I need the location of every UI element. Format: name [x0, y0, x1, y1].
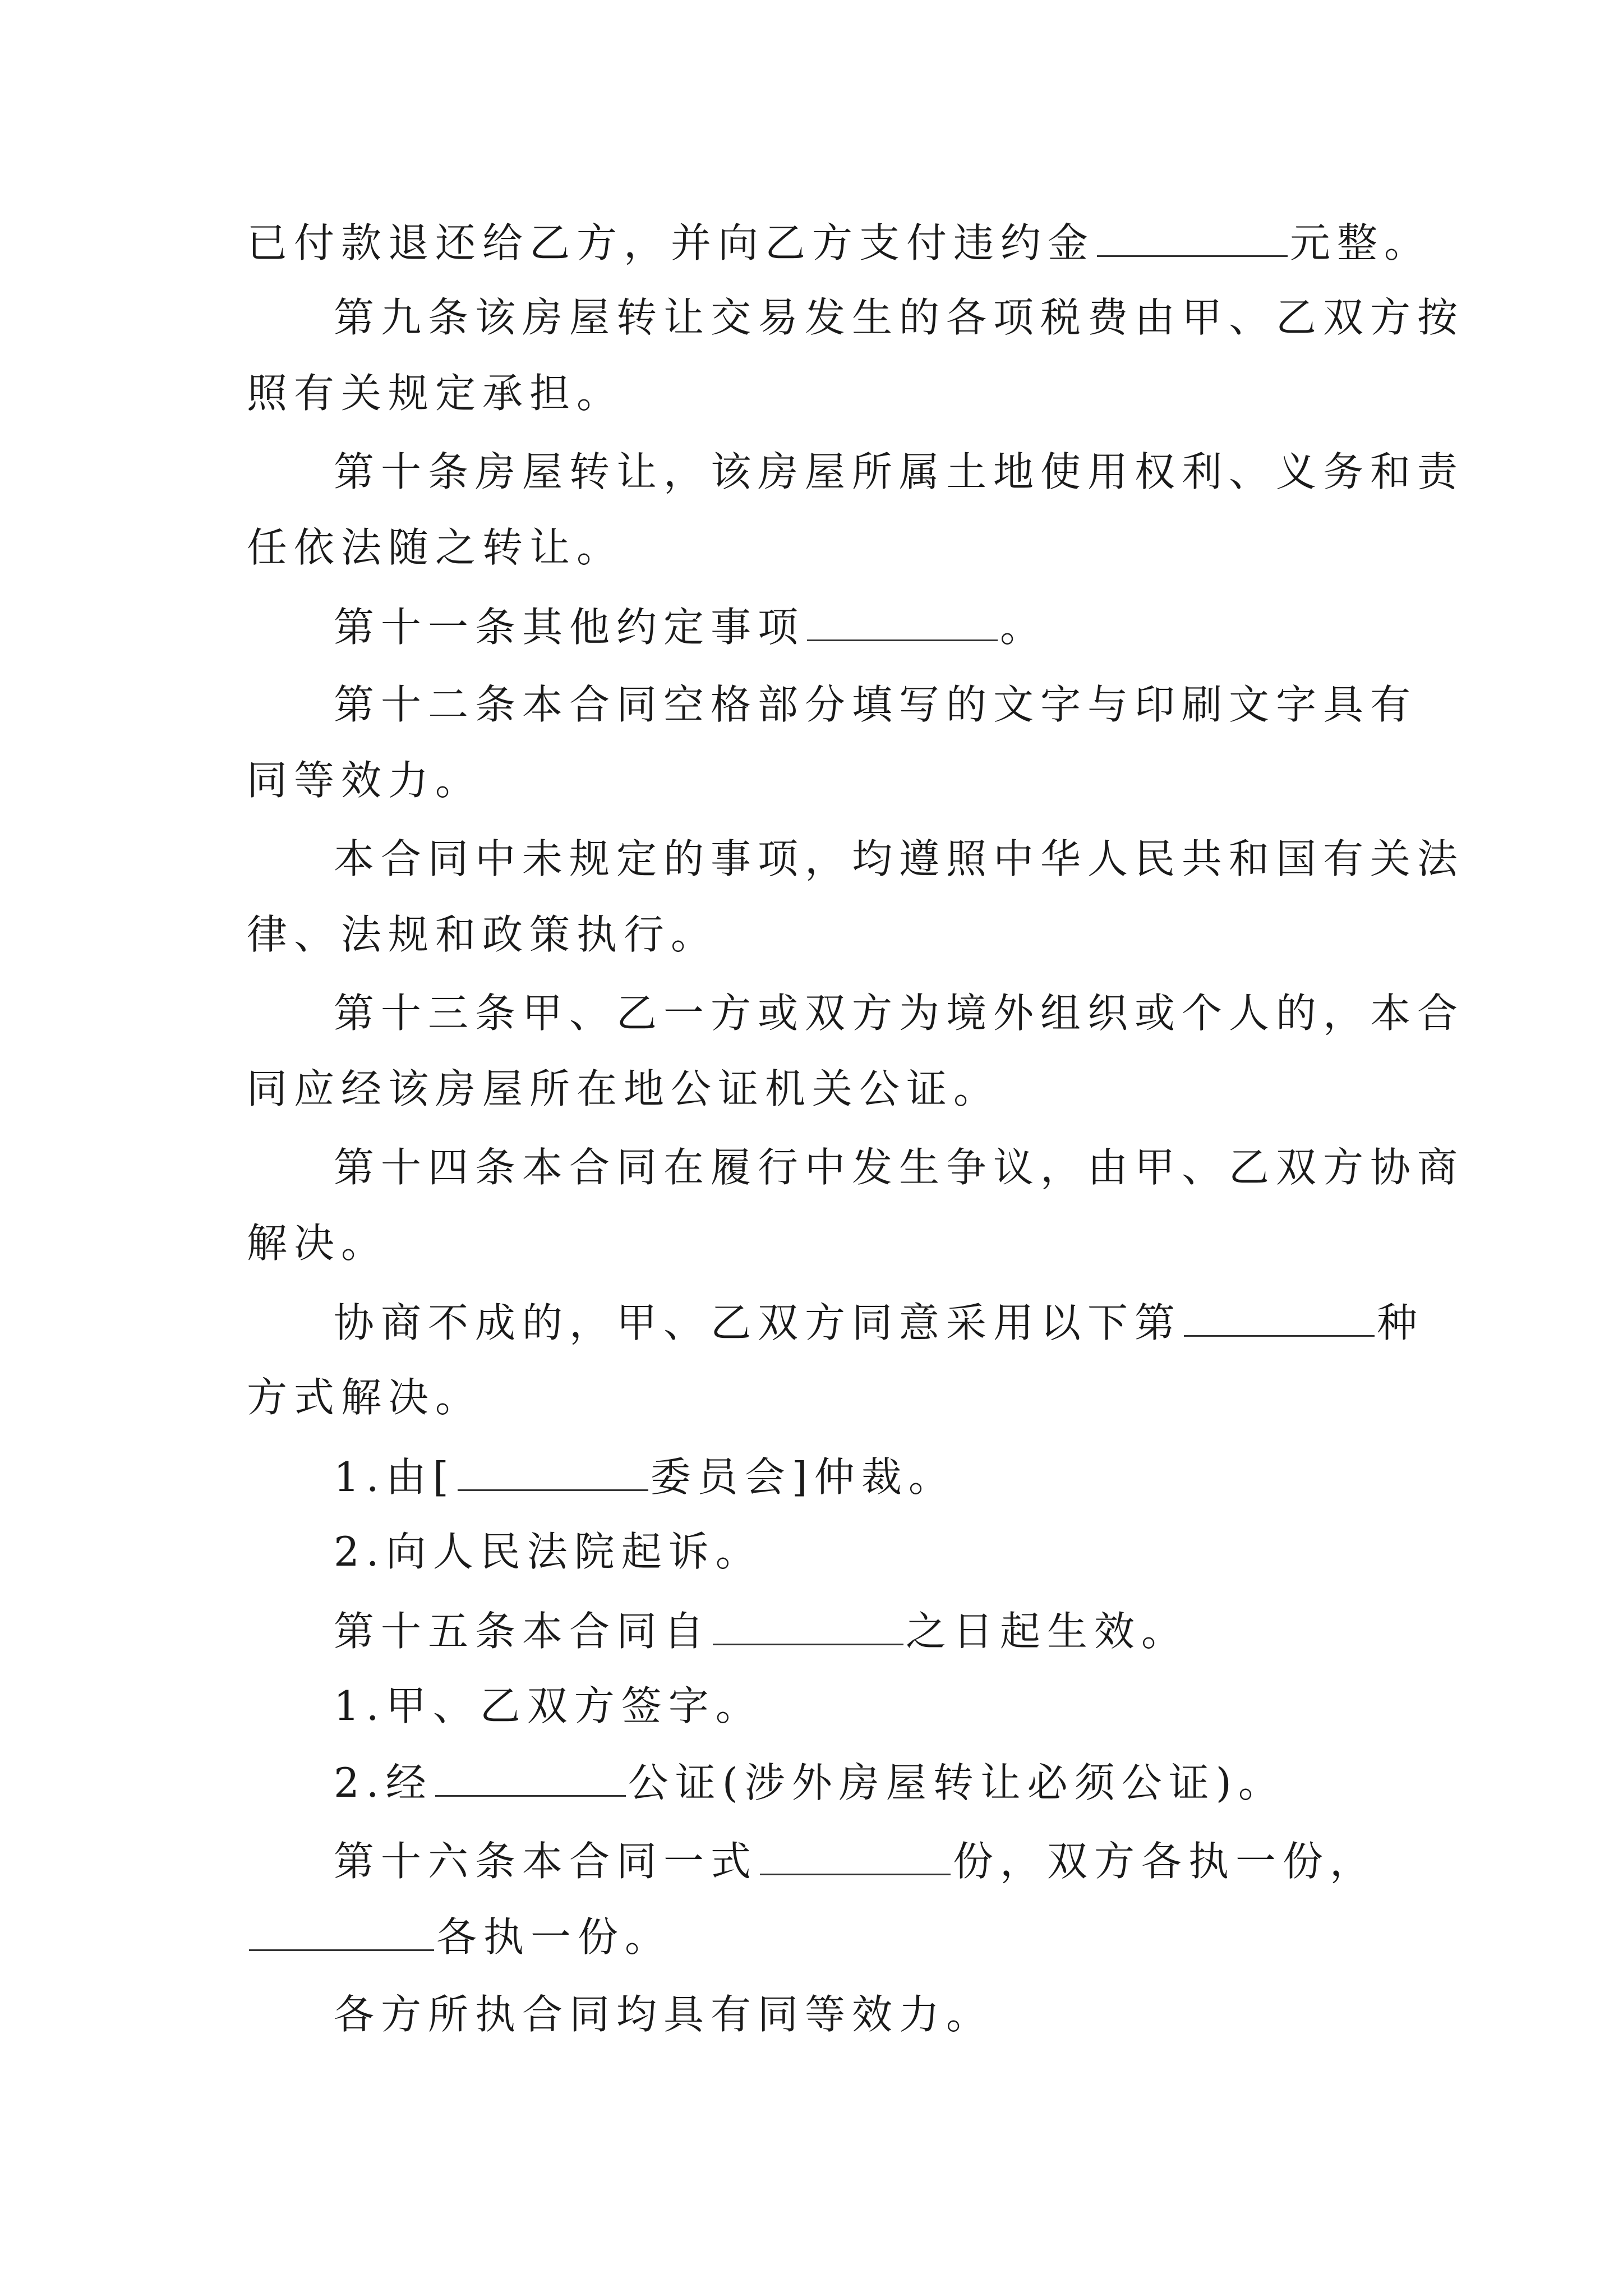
text-segment: 份，双方各执一份， [953, 1838, 1377, 1885]
clause-16-line-2 [247, 1913, 1385, 1961]
text-line-1 [247, 219, 1432, 266]
text-segment: 同应经该房屋所在地公证机关公证。 [247, 1065, 1001, 1112]
text-segment: 1.甲、乙双方签字。 [334, 1682, 763, 1729]
closing-line [334, 1991, 1472, 2038]
text-segment: 方式解决。 [247, 1374, 483, 1421]
text-segment: 第十四条本合同在履行中发生争议，由甲、乙双方协商 [334, 1144, 1465, 1191]
clause-13-line-1 [334, 990, 1472, 1037]
fill-in-blank [1097, 222, 1288, 257]
text-segment: 第十五条本合同自 [334, 1608, 711, 1655]
text-segment: 1.由[ [334, 1453, 455, 1501]
clause-9-line-2 [247, 370, 1385, 417]
clause-16-line-1 [334, 1838, 1472, 1885]
text-segment: 2.经 [334, 1759, 433, 1806]
text-segment: 第十三条甲、乙一方或双方为境外组织或个人的，本合 [334, 990, 1465, 1037]
clause-14-line-1 [334, 1144, 1472, 1191]
text-segment: 第十一条其他约定事项 [334, 604, 805, 651]
text-segment: 第十二条本合同空格部分填写的文字与印刷文字具有 [334, 681, 1418, 728]
text-segment: 协商不成的，甲、乙双方同意采用以下第 [334, 1299, 1182, 1346]
fill-in-blank [807, 606, 998, 641]
text-segment: 第十条房屋转让，该房屋所属土地使用权利、义务和责 [334, 448, 1465, 495]
text-segment: 本合同中未规定的事项，均遵照中华人民共和国有关法 [334, 835, 1465, 882]
clause-10-line-1 [334, 448, 1472, 495]
text-segment: 元整。 [1290, 219, 1432, 266]
fill-in-blank [1184, 1301, 1375, 1337]
clause-15-line [334, 1608, 1472, 1655]
text-segment: 第十六条本合同一式 [334, 1838, 758, 1885]
text-segment: 之日起生效。 [906, 1608, 1189, 1655]
text-segment: 已付款退还给乙方，并向乙方支付违约金 [247, 219, 1095, 266]
fill-in-blank [713, 1610, 903, 1645]
text-segment: 照有关规定承担。 [247, 370, 624, 417]
text-segment: 公证(涉外房屋转让必须公证)。 [628, 1759, 1285, 1806]
clause-13-line-2 [247, 1065, 1385, 1112]
text-segment: 种 [1377, 1299, 1424, 1346]
text-segment: 。 [1000, 604, 1048, 651]
text-segment: 任依法随之转让。 [247, 524, 624, 571]
clause-10-line-2 [247, 524, 1385, 571]
clause-12-line-2 [247, 757, 1385, 804]
text-segment: 各执一份。 [436, 1913, 672, 1961]
dispute-line-1 [334, 1299, 1472, 1346]
dispute-line-2 [247, 1374, 1385, 1421]
fill-in-blank [435, 1761, 626, 1797]
text-segment: 解决。 [247, 1220, 389, 1267]
option-1-line [334, 1453, 1472, 1501]
text-segment: 律、法规和政策执行。 [247, 911, 718, 958]
clause-9-line-1 [334, 294, 1472, 341]
text-segment: 委员会]仲裁。 [650, 1453, 956, 1501]
paragraph-line-1 [334, 835, 1472, 882]
text-segment: 各方所执合同均具有同等效力。 [334, 1991, 994, 2038]
text-segment: 同等效力。 [247, 757, 483, 804]
fill-in-blank [249, 1916, 434, 1951]
effect-option-1-line [334, 1682, 1472, 1729]
clause-12-line-1 [334, 681, 1472, 728]
fill-in-blank [458, 1456, 648, 1491]
paragraph-line-2 [247, 911, 1385, 958]
option-2-line [334, 1528, 1472, 1575]
clause-11-line-1 [334, 604, 1472, 651]
fill-in-blank [760, 1840, 951, 1875]
clause-14-line-2 [247, 1220, 1385, 1267]
text-segment: 2.向人民法院起诉。 [334, 1528, 763, 1575]
effect-option-2-line [334, 1759, 1472, 1806]
text-segment: 第九条该房屋转让交易发生的各项税费由甲、乙双方按 [334, 294, 1465, 341]
